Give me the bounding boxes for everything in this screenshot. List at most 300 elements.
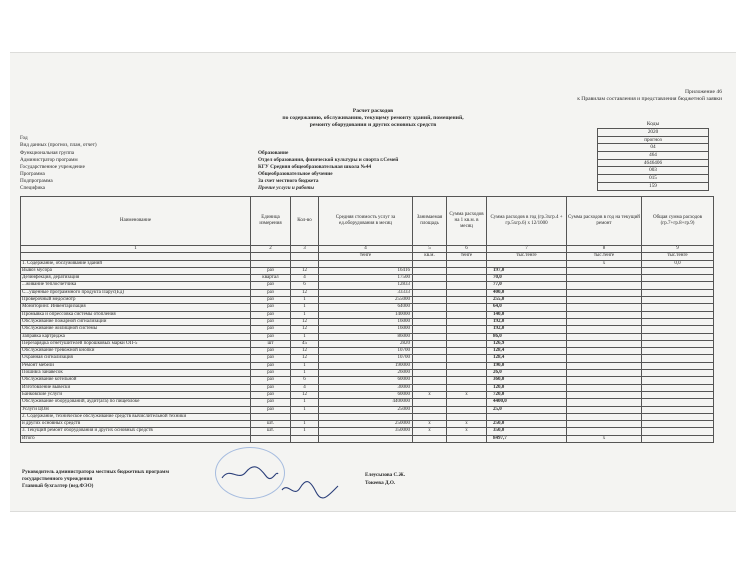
cell-unit: шт.: [251, 421, 291, 428]
table-row: [21, 391, 714, 398]
cell-unit: раз: [251, 370, 291, 377]
codes-header: Коды: [646, 121, 660, 127]
cell-total: [642, 399, 714, 406]
cell-area: [413, 384, 447, 391]
cell-area: [413, 333, 447, 340]
cell-price: 16000: [319, 318, 413, 325]
header-year: Сумма расходов в год (гр.3хгр.4 + гр.5хгр.6) х 12/1000: [487, 197, 567, 246]
cell-repair: [567, 282, 642, 289]
cell-price: [319, 413, 413, 420]
cell-total: [642, 370, 714, 377]
table-row: [21, 377, 714, 384]
cell-qty: 1: [291, 399, 319, 406]
cell-total: [642, 318, 714, 325]
cell-qty: 4: [291, 384, 319, 391]
code-administrator: 464: [597, 152, 709, 160]
cell-qty: 1: [291, 297, 319, 304]
cell-price: 86000: [319, 333, 413, 340]
cell-unit: раз: [251, 326, 291, 333]
cell-area: [413, 267, 447, 274]
table-row: [21, 370, 714, 377]
cell-total: [642, 289, 714, 296]
cell-qty: 12: [291, 355, 319, 362]
cell-repair: [567, 333, 642, 340]
cell-qty: 12: [291, 348, 319, 355]
cell-repair: [567, 406, 642, 413]
cell-name: Обслуживание тревожной кнопки: [21, 348, 251, 355]
code-institution: 4646406: [597, 160, 709, 168]
cell-sqm: x: [447, 428, 487, 435]
table-row: [21, 311, 714, 318]
cell-qty: [291, 435, 319, 442]
cell-area: [413, 399, 447, 406]
cell-name: ...живание теплосчетчика: [21, 282, 251, 289]
cell-sqm: [447, 340, 487, 347]
cell-sqm: [447, 406, 487, 413]
cell-total: [642, 348, 714, 355]
cell-sqm: [447, 370, 487, 377]
table-row: [21, 421, 714, 428]
cell-year: 128,4: [487, 348, 567, 355]
cell-unit: раз: [251, 348, 291, 355]
cell-price: 10700: [319, 355, 413, 362]
col-number: 9: [642, 246, 714, 253]
cell-price: 16000: [319, 326, 413, 333]
cell-year: 192,0: [487, 318, 567, 325]
code-program: 003: [597, 167, 709, 175]
table-row: [21, 282, 714, 289]
codes-column: [597, 128, 709, 191]
cell-unit: раз: [251, 355, 291, 362]
table-row: [21, 348, 714, 355]
cell-unit: шт: [251, 340, 291, 347]
meta-label-year: Год: [20, 135, 28, 141]
col-number: 2: [251, 246, 291, 253]
header-price: Средняя стоимость услуг за ед.оборудования в месяц: [319, 197, 413, 246]
meta-label-administrator: Администратор программ: [20, 157, 78, 163]
cell-qty: 1: [291, 311, 319, 318]
cell-unit: шт.: [251, 428, 291, 435]
cell-price: 25000: [319, 406, 413, 413]
cell-name: Обслуживание котельной: [21, 377, 251, 384]
cell-unit: раз: [251, 333, 291, 340]
cell-unit: раз: [251, 362, 291, 369]
cell-sqm: x: [447, 421, 487, 428]
cell-repair: [567, 384, 642, 391]
cell-sqm: [447, 267, 487, 274]
cell-year: 360,0: [487, 377, 567, 384]
table-row: [21, 428, 714, 435]
cell-total: [642, 413, 714, 420]
cell-area: [413, 413, 447, 420]
cell-total: [642, 428, 714, 435]
cell-total: [642, 340, 714, 347]
cell-area: [413, 340, 447, 347]
cell-qty: 45: [291, 340, 319, 347]
cell-sqm: [447, 377, 487, 384]
table-row: [21, 275, 714, 282]
cell-qty: 12: [291, 267, 319, 274]
footer-accountant-label: Главный бухгалтер (вед.ФЭО): [22, 483, 94, 489]
cell-repair: [567, 275, 642, 282]
cell-area: x: [413, 428, 447, 435]
cell-year: 250,0: [487, 421, 567, 428]
cell-sqm: [447, 318, 487, 325]
cell-name: 2. Содержание, техническое обслуживание средств вычислительной техники: [21, 413, 251, 420]
cell-sqm: [447, 348, 487, 355]
cell-sqm: [447, 289, 487, 296]
cell-unit: раз: [251, 311, 291, 318]
cell-price: 10700: [319, 348, 413, 355]
cell-repair: [567, 267, 642, 274]
cell-unit: квартал: [251, 275, 291, 282]
table-row: [21, 399, 714, 406]
cell-year: 197,0: [487, 267, 567, 274]
cell-name: Обслуживание оборудований, аудит(ага) по пищеблоке: [21, 399, 251, 406]
cell-name: Услуги ЦОН: [21, 406, 251, 413]
cell-area: x: [413, 421, 447, 428]
cell-repair: [567, 304, 642, 311]
cell-unit: раз: [251, 391, 291, 398]
cell-total: [642, 362, 714, 369]
cell-qty: 12: [291, 326, 319, 333]
cell-sqm: x: [447, 391, 487, 398]
cell-total: [642, 421, 714, 428]
table-row: [21, 260, 714, 267]
table-row: [21, 333, 714, 340]
cell-qty: 1: [291, 333, 319, 340]
cell-qty: 1: [291, 370, 319, 377]
cell-qty: 1: [291, 304, 319, 311]
unit-cell: кв.м.: [413, 253, 447, 260]
cell-qty: 1: [291, 428, 319, 435]
code-data-kind: прогноз: [597, 137, 709, 145]
cell-name: Ремонт мебели: [21, 362, 251, 369]
cell-qty: 12: [291, 318, 319, 325]
cell-repair: [567, 377, 642, 384]
cell-repair: [567, 413, 642, 420]
col-number: 6: [447, 246, 487, 253]
cell-price: 350000: [319, 428, 413, 435]
code-year: 2020: [597, 128, 709, 137]
cell-unit: раз: [251, 399, 291, 406]
annex-line-2: к Правилам составления и представления бюджетной заявки: [577, 96, 722, 102]
cell-area: [413, 435, 447, 442]
cell-qty: 1: [291, 362, 319, 369]
code-subprogram: 015: [597, 175, 709, 183]
cell-total: [642, 435, 714, 442]
header-name: Наименование: [21, 197, 251, 246]
cell-unit: [251, 413, 291, 420]
cell-qty: 6: [291, 377, 319, 384]
cell-total: [642, 377, 714, 384]
cell-sqm: [447, 297, 487, 304]
header-repair: Сумма расходов в год на текущий ремонт: [567, 197, 642, 246]
header-total: Общая сумма расходов (гр.7+гр.8+гр.9): [642, 197, 714, 246]
cell-price: 33333: [319, 289, 413, 296]
title-line-1: Расчет расходов: [352, 108, 394, 114]
meta-label-specific: Специфика: [20, 185, 45, 191]
cell-name: 3. Текущий ремонт оборудования и других основных средств: [21, 428, 251, 435]
col-number: 4: [319, 246, 413, 253]
cell-name: Изготовление вывески: [21, 384, 251, 391]
col-number: 1: [21, 246, 251, 253]
cell-price: 250000: [319, 421, 413, 428]
footer-head-label: Руководитель администратора местных бюджетных программ: [22, 469, 170, 475]
unit-cell: тыс.тенге: [642, 253, 714, 260]
meta-label-subprogram: Подпрограмма: [20, 178, 53, 184]
cell-name: 1. Содержание, обслуживание зданий: [21, 260, 251, 267]
cell-qty: 6: [291, 282, 319, 289]
cell-area: [413, 318, 447, 325]
cell-year: [487, 260, 567, 267]
col-number: 8: [567, 246, 642, 253]
cell-unit: раз: [251, 282, 291, 289]
header-area: Занимаемая площадь: [413, 197, 447, 246]
cell-total: [642, 267, 714, 274]
cell-qty: [291, 260, 319, 267]
cell-sqm: [447, 326, 487, 333]
cell-repair: [567, 340, 642, 347]
cell-qty: 1: [291, 421, 319, 428]
cell-repair: [567, 348, 642, 355]
cell-area: x: [413, 391, 447, 398]
title-line-3: ремонту оборудования и других основных средств: [309, 122, 437, 128]
table-row: [21, 304, 714, 311]
cell-price: 17500: [319, 275, 413, 282]
cell-year: 120,0: [487, 384, 567, 391]
cell-price: 190000: [319, 362, 413, 369]
units-row: [21, 253, 714, 260]
cell-repair: [567, 297, 642, 304]
cell-qty: 12: [291, 391, 319, 398]
cell-name: Пошив/а занавесок: [21, 370, 251, 377]
cell-unit: раз: [251, 318, 291, 325]
cell-repair: [567, 355, 642, 362]
meta-label-data-kind: Вид данных (прогноз, план, отчет): [20, 142, 97, 148]
cell-area: [413, 377, 447, 384]
meta-value-administrator: Отдел образования, физической культуры и спорта г.Семей: [258, 157, 399, 163]
unit-cell: [291, 253, 319, 260]
cell-total: [642, 406, 714, 413]
cell-unit: раз: [251, 304, 291, 311]
cell-sqm: [447, 362, 487, 369]
cell-unit: [251, 435, 291, 442]
col-number: 3: [291, 246, 319, 253]
cell-sqm: [447, 333, 487, 340]
cell-name: Проверочный медосмотр: [21, 297, 251, 304]
cell-price: 60000: [319, 377, 413, 384]
cell-area: [413, 348, 447, 355]
cell-repair: [567, 428, 642, 435]
cell-name: Вывоз мусора: [21, 267, 251, 274]
table-header-row: [21, 197, 714, 246]
cell-price: 255000: [319, 297, 413, 304]
cell-name: Банковские услуги: [21, 391, 251, 398]
table-row: [21, 362, 714, 369]
unit-cell: тыс.тенге: [487, 253, 567, 260]
cell-year: 192,0: [487, 326, 567, 333]
cell-year: 64,0: [487, 304, 567, 311]
cell-year: 255,0: [487, 297, 567, 304]
cell-area: [413, 275, 447, 282]
cell-price: 60000: [319, 391, 413, 398]
cell-area: [413, 282, 447, 289]
cell-price: 64000: [319, 304, 413, 311]
cell-area: [413, 370, 447, 377]
cell-year: 77,0: [487, 282, 567, 289]
cell-name: Дезинфекция, дератизация: [21, 275, 251, 282]
cell-total: [642, 384, 714, 391]
cell-name: Мониторинг. Инвентаризация: [21, 304, 251, 311]
cell-area: [413, 311, 447, 318]
cell-sqm: [447, 275, 487, 282]
cell-name: Охранная сигнализация: [21, 355, 251, 362]
cell-repair: [567, 391, 642, 398]
cell-area: [413, 304, 447, 311]
cell-repair: [567, 362, 642, 369]
cell-qty: 1: [291, 406, 319, 413]
table-row: [21, 326, 714, 333]
cell-year: 26,0: [487, 370, 567, 377]
cell-price: [319, 260, 413, 267]
cell-total: [642, 282, 714, 289]
cell-year: 25,0: [487, 406, 567, 413]
cell-sqm: [447, 282, 487, 289]
cell-total: [642, 333, 714, 340]
cell-price: 2820: [319, 340, 413, 347]
cell-repair: x: [567, 435, 642, 442]
cell-area: [413, 289, 447, 296]
cell-price: 30000: [319, 384, 413, 391]
table-row: [21, 435, 714, 442]
cell-unit: [251, 260, 291, 267]
title-line-2: по содержанию, обслуживанию, текущему ремонту зданий, помещений,: [282, 115, 464, 121]
cell-unit: раз: [251, 377, 291, 384]
cell-area: [413, 362, 447, 369]
cell-price: 140000: [319, 311, 413, 318]
meta-value-specific: Прочие услуги и работы: [258, 185, 315, 191]
table-row: [21, 289, 714, 296]
cell-name: Итого: [21, 435, 251, 442]
cell-repair: [567, 370, 642, 377]
unit-cell: [21, 253, 251, 260]
col-number: 5: [413, 246, 447, 253]
cell-year: 8497,7: [487, 435, 567, 442]
cell-sqm: [447, 304, 487, 311]
header-qty: Кол-во: [291, 197, 319, 246]
cell-sqm: [447, 311, 487, 318]
cell-year: 720,0: [487, 391, 567, 398]
footer-name-director: Елеусызова С.Ж.: [365, 472, 406, 478]
cell-qty: 4: [291, 275, 319, 282]
meta-value-functional-group: Образование: [258, 150, 289, 156]
cell-year: [487, 413, 567, 420]
cell-year: 86,0: [487, 333, 567, 340]
cell-year: 128,4: [487, 355, 567, 362]
signature-accountant: [280, 478, 340, 500]
cell-sqm: [447, 413, 487, 420]
footer-name-accountant: Токеева Д.О.: [365, 480, 396, 486]
cell-total: [642, 326, 714, 333]
unit-cell: тенге: [319, 253, 413, 260]
table-row: [21, 340, 714, 347]
cell-qty: 12: [291, 289, 319, 296]
cell-sqm: [447, 260, 487, 267]
unit-cell: тыс.тенге: [567, 253, 642, 260]
cell-price: 16416: [319, 267, 413, 274]
unit-cell: тенге: [447, 253, 487, 260]
column-number-row: [21, 246, 714, 253]
cell-year: 350,0: [487, 428, 567, 435]
cell-unit: раз: [251, 297, 291, 304]
cell-year: 140,0: [487, 311, 567, 318]
table-row: [21, 318, 714, 325]
cell-total: [642, 391, 714, 398]
cell-area: [413, 326, 447, 333]
header-sqm: Сумма расходов на 1 кв.м. в месяц: [447, 197, 487, 246]
unit-cell: [251, 253, 291, 260]
cell-repair: [567, 421, 642, 428]
cell-qty: [291, 413, 319, 420]
signature-director: [220, 464, 280, 484]
footer-institution-label: государственного учреждения: [22, 476, 93, 482]
cell-name: Обслуживание жилищной системы: [21, 326, 251, 333]
cell-repair: [567, 289, 642, 296]
meta-label-institution: Государственное учреждение: [20, 164, 85, 170]
cell-sqm: [447, 384, 487, 391]
table-row: [21, 267, 714, 274]
cell-name: Промывка и опрессовка системы отопления: [21, 311, 251, 318]
cell-price: 12833: [319, 282, 413, 289]
meta-label-program: Программа: [20, 171, 45, 177]
meta-value-subprogram: За счет местного бюджета: [258, 178, 319, 184]
cell-area: [413, 297, 447, 304]
cell-year: 126,9: [487, 340, 567, 347]
meta-value-institution: КГУ Средняя общеобразовательная школа №44: [258, 164, 372, 170]
cell-unit: раз: [251, 384, 291, 391]
cell-total: [642, 311, 714, 318]
cell-total: [642, 304, 714, 311]
cell-sqm: [447, 399, 487, 406]
col-number: 7: [487, 246, 567, 253]
meta-label-functional-group: Функциональная группа: [20, 150, 75, 156]
cell-name: и других основных средств: [21, 421, 251, 428]
table-row: [21, 384, 714, 391]
cell-year: 70,0: [487, 275, 567, 282]
cell-unit: раз: [251, 289, 291, 296]
cell-area: [413, 260, 447, 267]
cell-name: С...ущенные программного продукта Парус(Ед): [21, 289, 251, 296]
table-row: [21, 355, 714, 362]
cell-price: [319, 435, 413, 442]
meta-value-program: Общеобразовательное обучение: [258, 171, 333, 177]
cell-area: [413, 355, 447, 362]
cell-total: 0,0: [642, 260, 714, 267]
cell-year: 400,0: [487, 289, 567, 296]
cell-year: 4400,0: [487, 399, 567, 406]
cell-repair: [567, 311, 642, 318]
annex-line-1: Приложение 46: [684, 89, 722, 95]
cell-unit: раз: [251, 267, 291, 274]
cell-repair: [567, 318, 642, 325]
cell-area: [413, 406, 447, 413]
cell-price: 26000: [319, 370, 413, 377]
header-unit: Единица измерения: [251, 197, 291, 246]
cell-repair: [567, 399, 642, 406]
table-row: [21, 297, 714, 304]
table-row: [21, 406, 714, 413]
